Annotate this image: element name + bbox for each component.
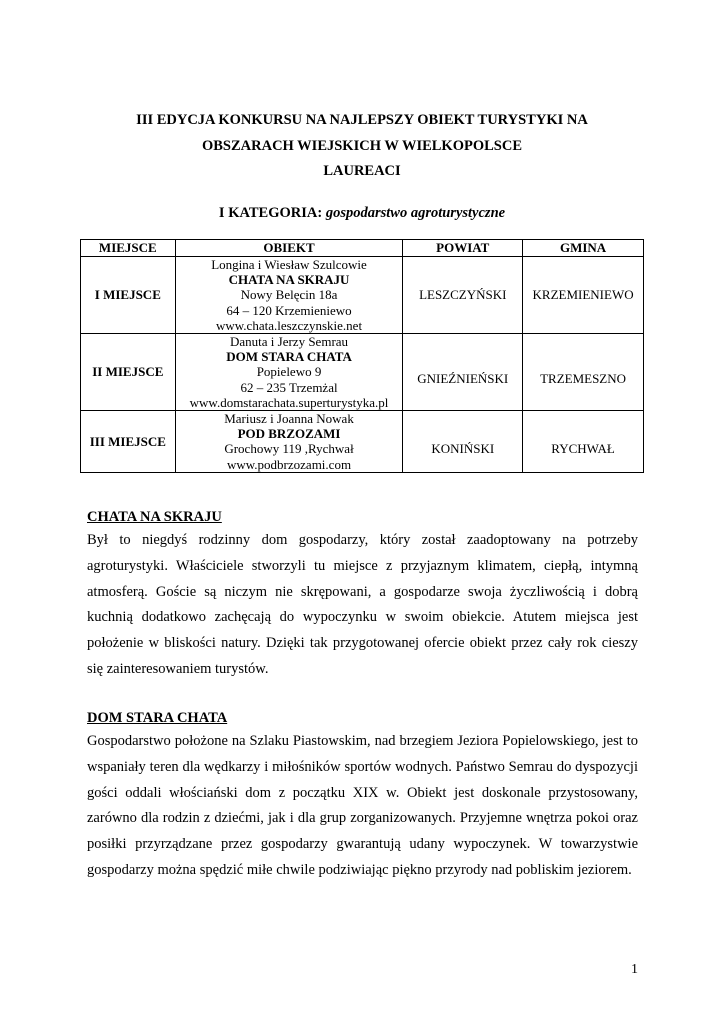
object-name: DOM STARA CHATA	[226, 349, 352, 365]
document-title-line-1: III EDYCJA KONKURSU NA NAJLEPSZY OBIEKT TURYSTYKI NA	[136, 112, 588, 128]
category-name: gospodarstwo agroturystyczne	[325, 205, 506, 221]
col-header-powiat: POWIAT	[403, 240, 523, 257]
powiat-cell: KONIŃSKI	[403, 411, 523, 473]
gmina-cell: RYCHWAŁ	[523, 411, 644, 473]
table-row	[81, 257, 644, 334]
object-name: CHATA NA SKRAJU	[228, 272, 350, 288]
place-cell: II MIEJSCE	[81, 334, 176, 411]
table-header-row	[81, 240, 644, 257]
object-cell	[175, 257, 403, 334]
category-label: I KATEGORIA:	[218, 205, 323, 221]
place-cell: III MIEJSCE	[81, 411, 176, 473]
object-address: Grochowy 119 ,Rychwał	[224, 441, 354, 457]
table-row	[81, 411, 644, 473]
object-owner: Longina i Wiesław Szulcowie	[211, 257, 367, 272]
object-owner: Danuta i Jerzy Semrau	[230, 334, 349, 350]
col-header-miejsce: MIEJSCE	[81, 240, 176, 257]
object-name: POD BRZOZAMI	[237, 426, 341, 442]
object-website: www.podbrzozami.com	[226, 456, 352, 472]
powiat-cell: GNIEŹNIEŃSKI	[403, 334, 523, 411]
powiat-cell: LESZCZYŃSKI	[403, 257, 523, 334]
col-header-gmina: GMINA	[523, 240, 644, 257]
document-title-line-3: LAUREACI	[323, 163, 401, 179]
section-heading-chata-na-skraju: CHATA NA SKRAJU	[87, 509, 222, 525]
object-cell	[175, 334, 403, 411]
laureates-table	[80, 239, 644, 473]
object-address: Popielewo 9	[256, 364, 322, 380]
object-postal: 64 – 120 Krzemieniewo	[226, 302, 352, 318]
section-text-dom-stara-chata: Gospodarstwo położone na Szlaku Piastowskim, nad brzegiem Jeziora Popielowskiego, jest to wspaniały teren dla wędkarzy i miłośników sportów wodnych. Państwo Semrau do dyspozycji gości oddali włościański dom z początku XIX w. Obiekt jest doskonale przystosowany, zarówno dla rodzin z dziećmi, jak i dla grup zorganizowanych. Przyjemne wnętrza pokoi oraz posiłki przyrządzane przez gospodarzy gwarantują udany wypoczynek. W towarzystwie gospodarzy można spędzić miłe chwile podziwiając piękno przyrody nad pobliskim jeziorem.	[87, 733, 638, 878]
object-address: Nowy Belęcin 18a	[240, 287, 338, 303]
section-heading-dom-stara-chata: DOM STARA CHATA	[87, 710, 228, 726]
object-website: www.chata.leszczynskie.net	[215, 317, 363, 333]
document-title-line-2: OBSZARACH WIEJSKICH W WIELKOPOLSCE	[201, 138, 523, 154]
object-owner: Mariusz i Joanna Nowak	[224, 411, 354, 427]
table-row	[81, 334, 644, 411]
col-header-obiekt: OBIEKT	[175, 240, 403, 257]
gmina-cell: TRZEMESZNO	[523, 334, 644, 411]
gmina-cell: KRZEMIENIEWO	[523, 257, 644, 334]
category-heading	[0, 205, 724, 222]
page-number: 1	[631, 962, 638, 977]
object-cell	[175, 411, 403, 473]
place-cell: I MIEJSCE	[81, 257, 176, 334]
section-text-chata-na-skraju: Był to niegdyś rodzinny dom gospodarzy, który został zaadoptowany na potrzeby agroturystyki. Właściciele stworzyli tu miejsce z przyjaznym klimatem, ciepłą, intymną atmosferą. Goście są niczym nie skrępowani, a gospodarze swoja życzliwością i dobrą kuchnią dodatkowo zachęcają do wypoczynku w swoim obiekcie. Atutem miejsca jest położenie w bliskości natury. Dzięki tak przygotowanej ofercie obiekt przez cały rok cieszy się zainteresowaniem turystów.	[87, 532, 638, 677]
object-postal: 62 – 235 Trzemżal	[240, 379, 338, 395]
object-website: www.domstarachata.superturystyka.pl	[189, 394, 389, 410]
